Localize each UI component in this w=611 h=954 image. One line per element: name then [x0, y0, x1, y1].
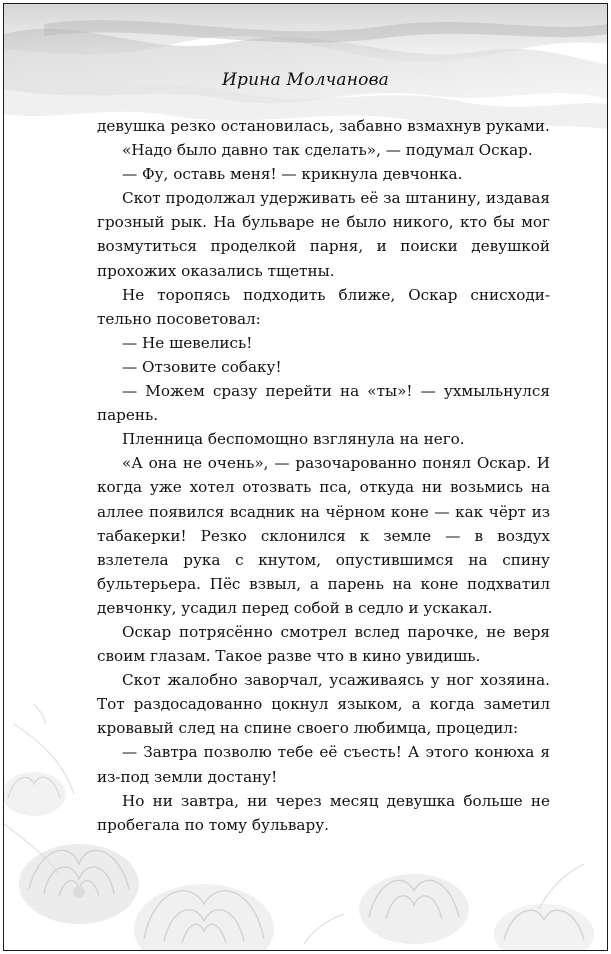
paragraph: — Завтра позволю тебе её съесть! А этого конюха я из-под земли достану! [97, 743, 550, 786]
paragraph: «Надо было давно так сделать», — подумал Оскар. [122, 141, 533, 160]
paragraph: Оскар потрясённо смотрел вслед парочке, не веря своим глазам. Такое разве что в кино увидишь. [97, 622, 550, 666]
paragraph: Скот жалобно заворчал, усаживаясь у ног хозяина. Тот раздосадованно цокнул языком, а когда заметил кровавый след на спине своего любимца, процедил: [97, 671, 550, 738]
book-page [3, 3, 608, 951]
paragraph: — Отзовите собаку! [122, 357, 282, 376]
paragraph: «А она не очень», — разочарованно понял Оскар. И когда уже хотел отозвать пса, откуда ни возьмись на аллее появился всадник на чёрном коне — как чёрт из табакерки! Резко склонился к земле — в воздух взлетела рука с кнутом, опустившимся на спину бультерьера. Пёс взвыл, а парень на коне подхватил девчонку, усадил перед собой в седло и ускакал. [97, 454, 550, 617]
watercolor-wave-decoration-icon [4, 4, 607, 129]
paragraph: Не торопясь подходить ближе, Оскар снисходительно посоветовал: [97, 285, 550, 328]
paragraph: девушка резко остановилась, забавно взмахнув руками. [97, 117, 550, 135]
running-header-author: Ирина Молчанова [221, 70, 390, 90]
paragraph: Скот продолжал удерживать её за штанину, издавая грозный рык. На бульваре не было никого, кто бы мог возмутиться проделкой парня, и поиски девушкой прохожих оказались тщетны. [97, 189, 550, 280]
paragraph: — Можем сразу перейти на «ты»! — ухмыльнулся парень. [97, 382, 550, 425]
paragraph: — Фу, оставь меня! — крикнула девчонка. [122, 165, 463, 184]
page-body [97, 114, 550, 837]
paragraph: — Не шевелись! [122, 333, 253, 352]
paragraph: Пленница беспомощно взглянула на него. [122, 430, 465, 449]
paragraph: Но ни завтра, ни через месяц девушка больше не пробегала по тому бульвару. [97, 791, 550, 834]
